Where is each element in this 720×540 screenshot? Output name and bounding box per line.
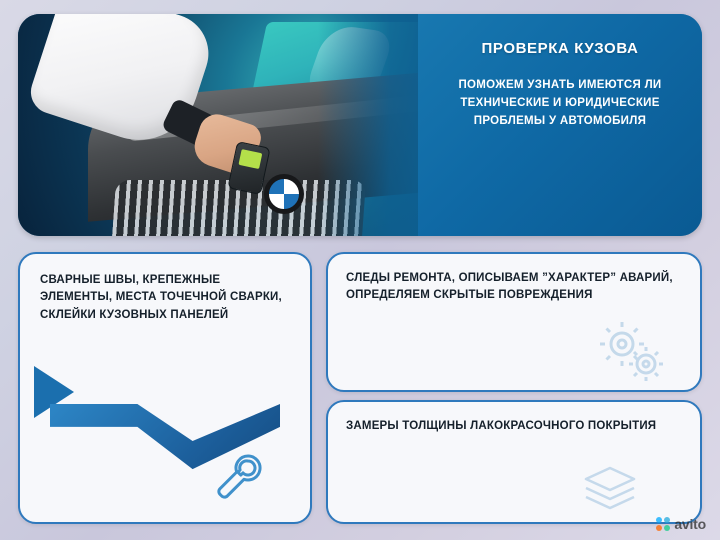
- hero-text-panel: [418, 14, 702, 236]
- info-card-repair-traces: [326, 252, 702, 392]
- hero-banner: [18, 14, 702, 236]
- avito-logo-icon: [656, 517, 670, 531]
- info-card-welds: [18, 252, 312, 524]
- info-card-paint-thickness: [326, 400, 702, 524]
- info-card-welds-text: СВАРНЫЕ ШВЫ, КРЕПЕЖНЫЕ ЭЛЕМЕНТЫ, МЕСТА ТОЧЕЧНОЙ СВАРКИ, СКЛЕЙКИ КУЗОВНЫХ ПАНЕЛЕЙ: [40, 274, 282, 321]
- info-card-repair-traces-text: СЛЕДЫ РЕМОНТА, ОПИСЫВАЕМ ”ХАРАКТЕР” АВАРИЙ, ОПРЕДЕЛЯЕМ СКРЫТЫЕ ПОВРЕЖДЕНИЯ: [346, 272, 673, 302]
- avito-wordmark: avito: [674, 516, 706, 532]
- hero-photo: [18, 14, 438, 236]
- gears-icon: [598, 320, 666, 382]
- info-card-paint-thickness-text: ЗАМЕРЫ ТОЛЩИНЫ ЛАКОКРАСОЧНОГО ПОКРЫТИЯ: [346, 420, 657, 432]
- avito-watermark: [656, 516, 706, 532]
- books-icon: [580, 462, 640, 516]
- car-badge-icon: [264, 174, 304, 214]
- wrench-icon: [210, 448, 266, 504]
- hero-title: ПРОВЕРКА КУЗОВА: [481, 40, 639, 57]
- hero-subtitle: ПОМОЖЕМ УЗНАТЬ ИМЕЮТСЯ ЛИ ТЕХНИЧЕСКИЕ И ЮРИДИЧЕСКИЕ ПРОБЛЕМЫ У АВТОМОБИЛЯ: [458, 79, 662, 127]
